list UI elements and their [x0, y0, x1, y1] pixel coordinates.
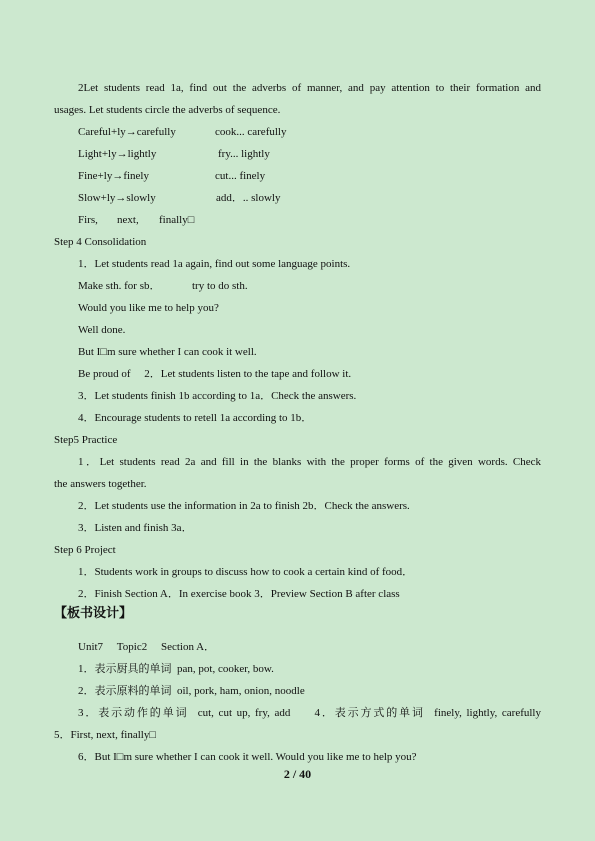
step6-item: 2．Finish Section A．In exercise book 3．Preview Section B after class — [78, 588, 400, 600]
adverb-formation: Light+ly→lightly — [78, 148, 157, 160]
board-line: 5．First, next, finally□ — [54, 729, 156, 741]
page-number: 2 / 40 — [283, 767, 312, 781]
adverb-example: cut... finely — [215, 170, 266, 182]
paragraph-line: 2Let students read 1a, find out the adverbs of manner, and pay attention to their formation and — [78, 82, 541, 94]
language-point: try to do sth. — [192, 280, 248, 292]
adverb-formation: Careful+ly→carefully — [78, 126, 176, 138]
adverb-example: add．.. slowly — [216, 192, 281, 204]
adverb-formation: Slow+ly→slowly — [78, 192, 156, 204]
adverb-formation: Fine+ly→finely — [78, 170, 149, 182]
step4-item: 1．Let students read 1a again, find out some language points. — [78, 258, 351, 270]
section-heading-step5: Step5 Practice — [54, 434, 118, 446]
board-line: Unit7 Topic2 Section A． — [78, 641, 216, 653]
adverb-example: cook... carefully — [215, 126, 287, 138]
step6-item: 1．Students work in groups to discuss how to cook a certain kind of food． — [78, 566, 414, 578]
sequence-word: Firs, — [78, 214, 98, 226]
step5-item: 2．Let students use the information in 2a to finish 2b．Check the answers. — [78, 500, 410, 512]
paragraph-line: usages. Let students circle the adverbs of sequence. — [54, 104, 281, 116]
step5-item: the answers together. — [54, 478, 147, 490]
step4-item: But I□m sure whether I can cook it well. — [78, 346, 257, 358]
board-line: 2．表示原料的单词 oil, pork, ham, onion, noodle — [78, 685, 305, 697]
step5-item: 1．Let students read 2a and fill in the blanks with the proper forms of the given words. Check — [78, 456, 541, 468]
board-line: 3．表示动作的单词 cut, cut up, fry, add 4．表示方式的单词 finely, lightly, carefully — [78, 707, 541, 719]
step4-item: 3．Let students finish 1b according to 1a．Check the answers. — [78, 390, 357, 402]
adverb-example: fry... lightly — [218, 148, 270, 160]
adverb-row — [78, 147, 541, 161]
section-heading-step4: Step 4 Consolidation — [54, 236, 147, 248]
sequence-word: next, — [117, 214, 139, 226]
adverb-row — [78, 125, 541, 139]
adverb-row — [78, 169, 541, 183]
step5-item: 3．Listen and finish 3a． — [78, 522, 193, 534]
sequence-word: finally□ — [159, 214, 195, 226]
section-heading-step6: Step 6 Project — [54, 544, 116, 556]
step4-item: Be proud of 2．Let students listen to the tape and follow it. — [78, 368, 352, 380]
language-point: Make sth. for sb． — [78, 280, 161, 292]
board-design-heading: 【板书设计】 — [54, 606, 133, 621]
board-line: 6．But I□m sure whether I can cook it well. Would you like me to help you? — [78, 751, 417, 763]
adverb-row — [78, 191, 541, 205]
step4-item: 4．Encourage students to retell 1a according to 1b． — [78, 412, 313, 424]
step4-item: Would you like me to help you? — [78, 302, 219, 314]
sequence-row — [78, 213, 541, 227]
step4-item: Well done. — [78, 324, 126, 336]
step4-item — [78, 279, 541, 293]
board-line: 1．表示厨具的单词 pan, pot, cooker, bow. — [78, 663, 274, 675]
